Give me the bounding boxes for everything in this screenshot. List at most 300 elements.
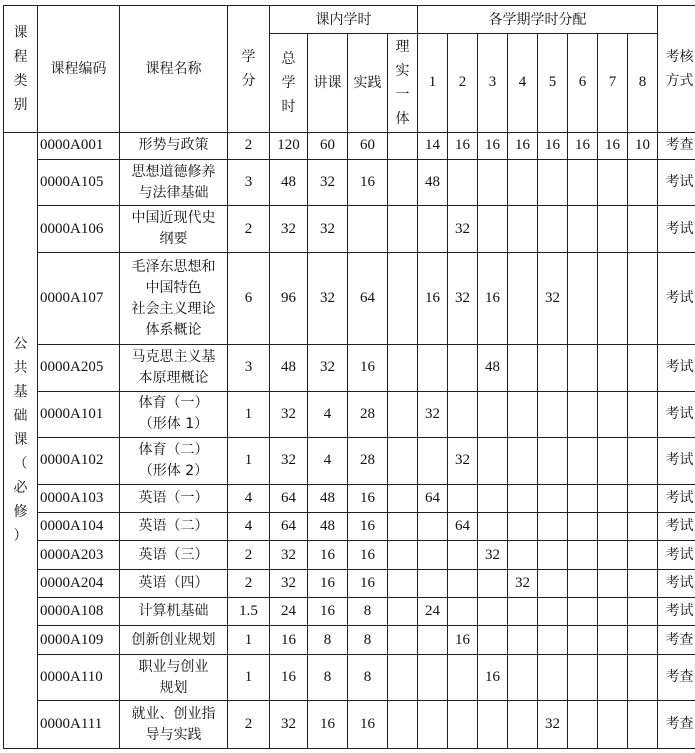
header-semester-3: 3: [478, 34, 508, 132]
semester-6-hours: [568, 391, 598, 438]
semester-8-hours: [628, 345, 658, 392]
semester-6-hours: [568, 438, 598, 485]
course-name: [120, 345, 228, 392]
total-hours: 96: [270, 252, 308, 344]
semester-4-hours: [508, 541, 538, 569]
header-semester-2: 2: [448, 34, 478, 132]
course-code: 0000A106: [38, 206, 120, 253]
table-row: [4, 132, 695, 159]
header-semester-7: 7: [598, 34, 628, 132]
category-char: 基: [13, 384, 28, 401]
semester-1-hours: 32: [418, 391, 448, 438]
semester-4-hours: [508, 345, 538, 392]
semester-6-hours: 16: [568, 132, 598, 159]
course-code: 0000A104: [38, 513, 120, 541]
semester-3-hours: 16: [478, 252, 508, 344]
semester-4-hours: 32: [508, 569, 538, 597]
semester-8-hours: [628, 252, 658, 344]
lecture-hours: 48: [308, 484, 348, 512]
semester-1-hours: [418, 513, 448, 541]
header-credit-char: 分: [241, 72, 256, 89]
course-name-line: 导与实践: [145, 726, 202, 743]
course-name: [120, 701, 228, 749]
course-name: [120, 654, 228, 701]
course-name: [120, 626, 228, 654]
course-name-line: 体育（一）: [138, 395, 209, 412]
assessment-method: 考试: [658, 345, 695, 392]
category-char: 础: [13, 408, 28, 425]
semester-4-hours: [508, 513, 538, 541]
semester-7-hours: [598, 541, 628, 569]
course-name-line: 英语（二）: [138, 518, 209, 535]
course-name: [120, 391, 228, 438]
total-hours: 32: [270, 391, 308, 438]
semester-5-hours: [538, 598, 568, 626]
assessment-method: 考试: [658, 598, 695, 626]
semester-5-hours: [538, 438, 568, 485]
semester-8-hours: [628, 159, 658, 206]
header-total-char: 总: [281, 50, 296, 67]
semester-3-hours: [478, 626, 508, 654]
table-row: [4, 569, 695, 597]
course-name-line: 规划: [159, 679, 188, 696]
semester-1-hours: [418, 206, 448, 253]
header-semester-6: 6: [568, 34, 598, 132]
semester-7-hours: [598, 252, 628, 344]
semester-7-hours: [598, 159, 628, 206]
semester-4-hours: [508, 438, 538, 485]
header-credit-char: 学: [241, 48, 256, 65]
total-hours: 32: [270, 569, 308, 597]
header-assessment: [658, 6, 695, 133]
semester-5-hours: 32: [538, 701, 568, 749]
header-class-hours: 课内学时: [270, 6, 418, 34]
lecture-hours: 8: [308, 626, 348, 654]
semester-3-hours: [478, 701, 508, 749]
assessment-method: 考查: [658, 654, 695, 701]
semester-1-hours: [418, 541, 448, 569]
semester-3-hours: 16: [478, 654, 508, 701]
category-char: 课: [13, 432, 28, 449]
semester-6-hours: [568, 626, 598, 654]
credit: 2: [228, 701, 270, 749]
semester-6-hours: [568, 206, 598, 253]
semester-3-hours: 48: [478, 345, 508, 392]
integrated-hours: [388, 513, 418, 541]
semester-8-hours: [628, 569, 658, 597]
semester-2-hours: [448, 541, 478, 569]
semester-4-hours: [508, 159, 538, 206]
semester-4-hours: [508, 206, 538, 253]
lecture-hours: 16: [308, 598, 348, 626]
practice-hours: 16: [348, 569, 388, 597]
course-code: 0000A108: [38, 598, 120, 626]
semester-2-hours: [448, 159, 478, 206]
header-credit: [228, 6, 270, 133]
header-total-char: 时: [281, 98, 296, 115]
semester-6-hours: [568, 345, 598, 392]
assessment-method: 考试: [658, 541, 695, 569]
course-code: 0000A105: [38, 159, 120, 206]
integrated-hours: [388, 701, 418, 749]
practice-hours: 64: [348, 252, 388, 344]
semester-2-hours: 32: [448, 252, 478, 344]
practice-hours: 8: [348, 626, 388, 654]
course-name-line: 毛泽东思想和: [131, 258, 216, 275]
semester-2-hours: [448, 701, 478, 749]
header-semester-8: 8: [628, 34, 658, 132]
semester-2-hours: [448, 569, 478, 597]
semester-5-hours: [538, 484, 568, 512]
lecture-hours: 16: [308, 569, 348, 597]
semester-1-hours: [418, 345, 448, 392]
semester-7-hours: [598, 484, 628, 512]
integrated-hours: [388, 206, 418, 253]
semester-6-hours: [568, 701, 598, 749]
course-code: 0000A203: [38, 541, 120, 569]
semester-5-hours: 16: [538, 132, 568, 159]
credit: 2: [228, 206, 270, 253]
total-hours: 24: [270, 598, 308, 626]
assessment-method: 考试: [658, 391, 695, 438]
semester-5-hours: 32: [538, 252, 568, 344]
course-code: 0000A103: [38, 484, 120, 512]
assessment-method: 考试: [658, 206, 695, 253]
assessment-method: 考试: [658, 159, 695, 206]
course-name-line: 英语（三）: [138, 546, 209, 563]
assessment-method: 考试: [658, 484, 695, 512]
header-assessment-line: 考核: [665, 48, 694, 65]
course-name-line: （形体 2）: [138, 462, 209, 479]
table-row: [4, 159, 695, 206]
total-hours: 16: [270, 626, 308, 654]
integrated-hours: [388, 391, 418, 438]
credit: 4: [228, 513, 270, 541]
semester-6-hours: [568, 252, 598, 344]
semester-2-hours: 64: [448, 513, 478, 541]
course-name: [120, 132, 228, 159]
credit: 2: [228, 569, 270, 597]
semester-8-hours: [628, 626, 658, 654]
practice-hours: 16: [348, 345, 388, 392]
assessment-method: 考查: [658, 626, 695, 654]
semester-7-hours: [598, 626, 628, 654]
header-category-char: 课: [13, 24, 28, 41]
course-name-line: 英语（一）: [138, 489, 209, 506]
course-code: 0000A111: [38, 701, 120, 749]
semester-5-hours: [538, 513, 568, 541]
curriculum-table: [3, 5, 695, 749]
total-hours: 32: [270, 438, 308, 485]
semester-3-hours: [478, 206, 508, 253]
assessment-method: 考查: [658, 701, 695, 749]
credit: 6: [228, 252, 270, 344]
practice-hours: [348, 206, 388, 253]
semester-7-hours: [598, 345, 628, 392]
semester-5-hours: [538, 654, 568, 701]
course-name-line: 创新创业规划: [131, 631, 216, 648]
lecture-hours: 16: [308, 541, 348, 569]
semester-6-hours: [568, 598, 598, 626]
header-category-char: 类: [13, 72, 28, 89]
table-row: [4, 484, 695, 512]
semester-6-hours: [568, 569, 598, 597]
course-name-line: 本原理概论: [138, 369, 209, 386]
total-hours: 64: [270, 484, 308, 512]
semester-3-hours: [478, 438, 508, 485]
semester-7-hours: [598, 598, 628, 626]
semester-3-hours: [478, 598, 508, 626]
integrated-hours: [388, 654, 418, 701]
semester-4-hours: [508, 654, 538, 701]
header-practice: 实践: [348, 34, 388, 132]
course-code: 0000A102: [38, 438, 120, 485]
semester-3-hours: [478, 391, 508, 438]
total-hours: 32: [270, 541, 308, 569]
semester-8-hours: [628, 484, 658, 512]
semester-6-hours: [568, 541, 598, 569]
semester-7-hours: [598, 654, 628, 701]
semester-8-hours: [628, 391, 658, 438]
assessment-method: 考试: [658, 513, 695, 541]
header-category: [4, 6, 38, 133]
practice-hours: 16: [348, 159, 388, 206]
table-row: [4, 626, 695, 654]
practice-hours: 16: [348, 484, 388, 512]
course-code: 0000A001: [38, 132, 120, 159]
course-code: 0000A205: [38, 345, 120, 392]
total-hours: 48: [270, 345, 308, 392]
semester-6-hours: [568, 654, 598, 701]
semester-7-hours: [598, 206, 628, 253]
lecture-hours: 60: [308, 132, 348, 159]
semester-6-hours: [568, 513, 598, 541]
integrated-hours: [388, 598, 418, 626]
lecture-hours: 32: [308, 252, 348, 344]
semester-7-hours: [598, 569, 628, 597]
course-code: 0000A109: [38, 626, 120, 654]
table-row: [4, 345, 695, 392]
semester-8-hours: [628, 206, 658, 253]
semester-7-hours: [598, 513, 628, 541]
course-name-line: 社会主义理论: [131, 300, 216, 317]
practice-hours: 8: [348, 654, 388, 701]
header-semester-hours: 各学期学时分配: [418, 6, 658, 34]
integrated-hours: [388, 438, 418, 485]
semester-5-hours: [538, 345, 568, 392]
lecture-hours: 32: [308, 159, 348, 206]
course-name-line: 体系概论: [145, 321, 202, 338]
semester-5-hours: [538, 626, 568, 654]
semester-1-hours: 24: [418, 598, 448, 626]
semester-5-hours: [538, 206, 568, 253]
header-course-code: 课程编码: [38, 6, 120, 133]
header-integrated-char: 理: [395, 38, 410, 55]
semester-5-hours: [538, 391, 568, 438]
credit: 4: [228, 484, 270, 512]
course-name: [120, 598, 228, 626]
semester-2-hours: [448, 391, 478, 438]
category-char: ）: [13, 528, 28, 545]
course-name-line: 英语（四）: [138, 574, 209, 591]
semester-8-hours: [628, 701, 658, 749]
header-total-hours: [270, 34, 308, 132]
semester-8-hours: [628, 541, 658, 569]
header-integrated-char: 一: [395, 86, 410, 103]
integrated-hours: [388, 626, 418, 654]
semester-3-hours: [478, 513, 508, 541]
header-integrated: [388, 34, 418, 132]
course-name-line: 中国特色: [145, 279, 202, 296]
credit: 2: [228, 541, 270, 569]
credit: 1.5: [228, 598, 270, 626]
practice-hours: 28: [348, 438, 388, 485]
header-semester-4: 4: [508, 34, 538, 132]
header-category-char: 别: [13, 96, 28, 113]
credit: 2: [228, 132, 270, 159]
integrated-hours: [388, 345, 418, 392]
practice-hours: 16: [348, 701, 388, 749]
semester-7-hours: [598, 701, 628, 749]
semester-8-hours: [628, 513, 658, 541]
semester-4-hours: [508, 252, 538, 344]
semester-6-hours: [568, 484, 598, 512]
category-char: 必: [13, 480, 28, 497]
course-name-line: （形体 1）: [138, 416, 209, 433]
semester-2-hours: 32: [448, 206, 478, 253]
semester-1-hours: 48: [418, 159, 448, 206]
semester-8-hours: [628, 598, 658, 626]
table-row: [4, 206, 695, 253]
integrated-hours: [388, 252, 418, 344]
course-name-line: 马克思主义基: [131, 348, 216, 365]
assessment-method: 考查: [658, 132, 695, 159]
category-char: 修: [13, 504, 28, 521]
table-row: [4, 654, 695, 701]
total-hours: 32: [270, 701, 308, 749]
course-name-line: 纲要: [159, 231, 188, 248]
practice-hours: 28: [348, 391, 388, 438]
course-code: 0000A110: [38, 654, 120, 701]
integrated-hours: [388, 132, 418, 159]
course-name-line: 计算机基础: [138, 603, 209, 620]
semester-8-hours: [628, 438, 658, 485]
table-row: [4, 438, 695, 485]
semester-1-hours: [418, 701, 448, 749]
course-name: [120, 252, 228, 344]
table-row: [4, 252, 695, 344]
semester-7-hours: [598, 438, 628, 485]
header-integrated-char: 体: [395, 110, 410, 127]
semester-8-hours: 10: [628, 132, 658, 159]
semester-1-hours: [418, 654, 448, 701]
header-assessment-line: 方式: [665, 72, 694, 89]
course-name-line: 体育（二）: [138, 441, 209, 458]
semester-1-hours: [418, 438, 448, 485]
course-name: [120, 206, 228, 253]
header-semester-1: 1: [418, 34, 448, 132]
header-integrated-char: 实: [395, 62, 410, 79]
semester-3-hours: 16: [478, 132, 508, 159]
header-category-char: 程: [13, 48, 28, 65]
course-name: [120, 438, 228, 485]
total-hours: 120: [270, 132, 308, 159]
lecture-hours: 8: [308, 654, 348, 701]
lecture-hours: 32: [308, 345, 348, 392]
header-course-name: 课程名称: [120, 6, 228, 133]
course-name-line: 中国近现代史: [131, 210, 216, 227]
course-name: [120, 569, 228, 597]
semester-4-hours: [508, 598, 538, 626]
semester-4-hours: [508, 484, 538, 512]
category-char: 共: [13, 360, 28, 377]
course-code: 0000A204: [38, 569, 120, 597]
semester-1-hours: [418, 626, 448, 654]
course-code: 0000A101: [38, 391, 120, 438]
integrated-hours: [388, 541, 418, 569]
total-hours: 64: [270, 513, 308, 541]
course-name: [120, 541, 228, 569]
table-row: [4, 513, 695, 541]
semester-3-hours: [478, 569, 508, 597]
category-public-basic: [4, 132, 38, 748]
practice-hours: 8: [348, 598, 388, 626]
semester-2-hours: [448, 484, 478, 512]
course-name-line: 就业、创业指: [131, 705, 216, 722]
semester-3-hours: [478, 484, 508, 512]
semester-3-hours: 32: [478, 541, 508, 569]
semester-4-hours: [508, 701, 538, 749]
semester-2-hours: 32: [448, 438, 478, 485]
course-name-line: 思想道德修养: [131, 163, 216, 180]
semester-1-hours: [418, 569, 448, 597]
total-hours: 32: [270, 206, 308, 253]
course-name-line: 职业与创业: [138, 658, 209, 675]
semester-1-hours: 64: [418, 484, 448, 512]
lecture-hours: 4: [308, 391, 348, 438]
credit: 3: [228, 159, 270, 206]
lecture-hours: 4: [308, 438, 348, 485]
table-row: [4, 598, 695, 626]
course-code: 0000A107: [38, 252, 120, 344]
semester-4-hours: [508, 626, 538, 654]
table-row: [4, 701, 695, 749]
credit: 3: [228, 345, 270, 392]
practice-hours: 60: [348, 132, 388, 159]
course-name: [120, 513, 228, 541]
semester-4-hours: [508, 391, 538, 438]
assessment-method: 考试: [658, 569, 695, 597]
semester-1-hours: 14: [418, 132, 448, 159]
semester-7-hours: [598, 391, 628, 438]
integrated-hours: [388, 484, 418, 512]
header-semester-5: 5: [538, 34, 568, 132]
table-row: [4, 391, 695, 438]
lecture-hours: 48: [308, 513, 348, 541]
integrated-hours: [388, 569, 418, 597]
header-total-char: 学: [281, 74, 296, 91]
course-name: [120, 484, 228, 512]
category-char: （: [13, 456, 28, 473]
semester-5-hours: [538, 569, 568, 597]
practice-hours: 16: [348, 541, 388, 569]
practice-hours: 16: [348, 513, 388, 541]
semester-2-hours: 16: [448, 626, 478, 654]
semester-8-hours: [628, 654, 658, 701]
lecture-hours: 16: [308, 701, 348, 749]
semester-2-hours: [448, 598, 478, 626]
semester-1-hours: 16: [418, 252, 448, 344]
